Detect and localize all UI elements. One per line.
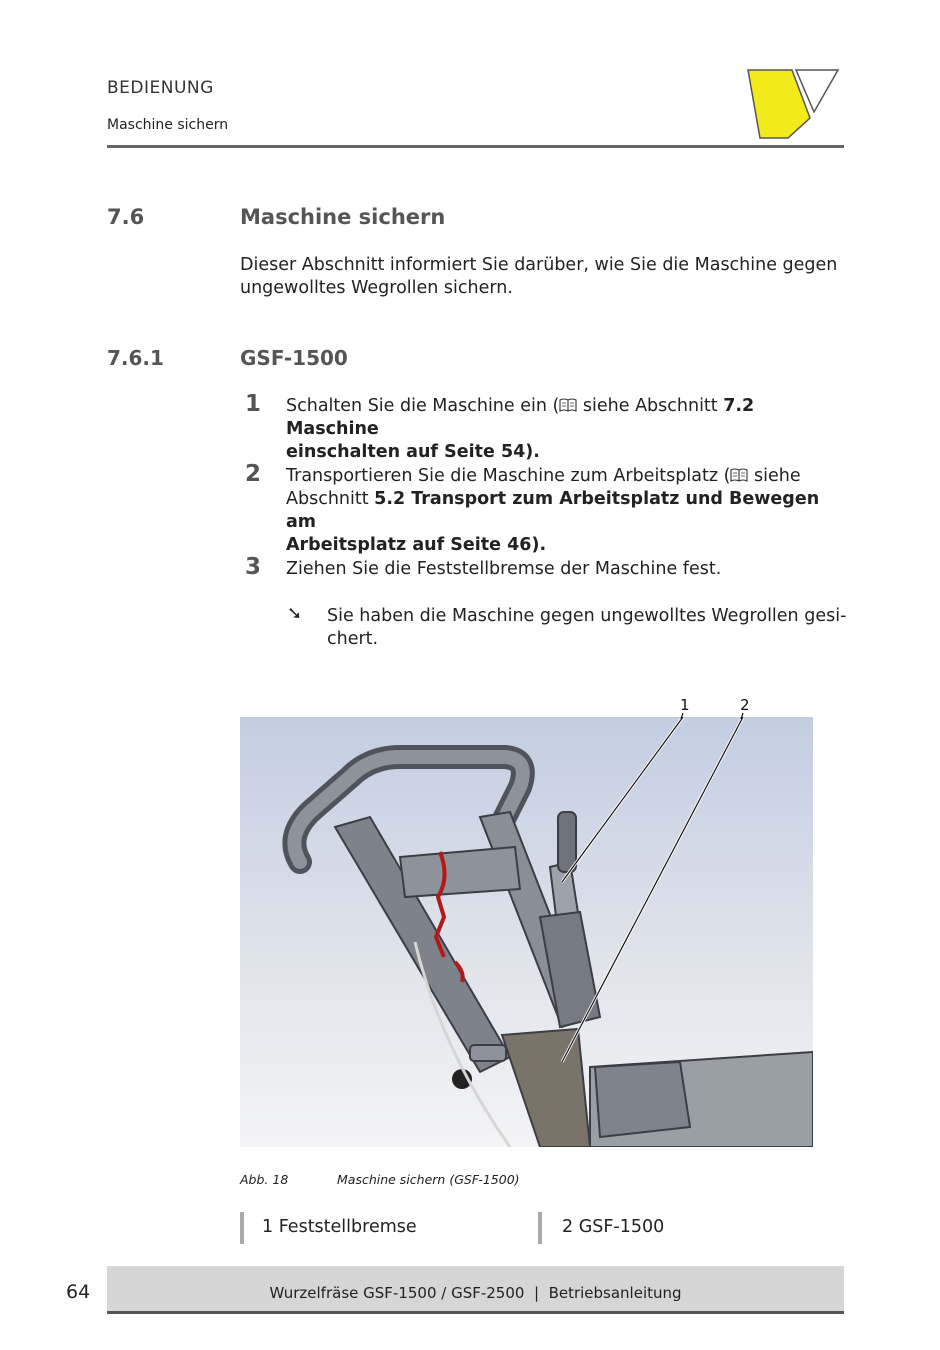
result-arrow-icon: ➘ (287, 603, 303, 624)
step-text (286, 465, 846, 557)
company-logo (746, 68, 842, 140)
subsection-number: 7.6.1 (107, 346, 164, 370)
callout-leader-lines (560, 713, 760, 719)
step-text: Ziehen Sie die Feststellbremse der Maschine fest. (286, 559, 722, 579)
figure-caption-label: Abb. 18 (240, 1172, 289, 1187)
header-rule (107, 145, 844, 148)
section-intro (240, 254, 837, 300)
cross-reference: einschalten auf Seite 54). (286, 442, 540, 462)
chapter-title: BEDIENUNG (107, 78, 214, 98)
result-line: chert. (327, 629, 379, 649)
cross-reference: 5.2 Transport zum Arbeitsplatz und Bewegen am (286, 489, 820, 532)
figure-caption-text: Maschine sichern (GSF-1500) (337, 1172, 520, 1187)
step-text-part: siehe (748, 466, 801, 486)
legend-divider (240, 1212, 244, 1244)
cross-reference: 7.2 Maschine (286, 396, 755, 439)
intro-line: ungewolltes Wegrollen sichern. (240, 278, 513, 298)
result-text (327, 605, 847, 651)
step-number: 3 (245, 554, 262, 580)
legend-divider (538, 1212, 542, 1244)
book-icon (730, 468, 748, 482)
intro-line: Dieser Abschnitt informiert Sie darüber, wie Sie die Maschine gegen (240, 255, 838, 275)
footer-title: Wurzelfräse GSF-1500 / GSF-2500 | Betriebsanleitung (269, 1284, 682, 1302)
legend-item: 2 GSF-1500 (562, 1217, 665, 1237)
figure-callout-1: 1 (680, 696, 690, 714)
book-icon (559, 398, 577, 412)
footer-rule (107, 1311, 844, 1314)
step-number: 1 (245, 391, 262, 417)
step-text-part: siehe Abschnitt (577, 396, 724, 416)
result-line: Sie haben die Maschine gegen ungewolltes Wegrollen gesi- (327, 606, 847, 626)
step-text-part: Transportieren Sie die Maschine zum Arbeitsplatz ( (286, 466, 731, 486)
step-text-part: Abschnitt (286, 489, 375, 509)
figure-callout-2: 2 (740, 696, 750, 714)
page-number: 64 (66, 1281, 91, 1303)
step-text (286, 395, 846, 464)
section-number: 7.6 (107, 205, 145, 229)
machine-illustration (240, 717, 813, 1147)
legend-item: 1 Feststellbremse (262, 1217, 417, 1237)
step-number: 2 (245, 461, 262, 487)
cross-reference: Arbeitsplatz auf Seite 46). (286, 535, 547, 555)
step-text-part: Schalten Sie die Maschine ein ( (286, 396, 560, 416)
section-title: Maschine sichern (240, 205, 446, 229)
subsection-title: GSF-1500 (240, 346, 348, 370)
header-subtitle: Maschine sichern (107, 117, 229, 133)
